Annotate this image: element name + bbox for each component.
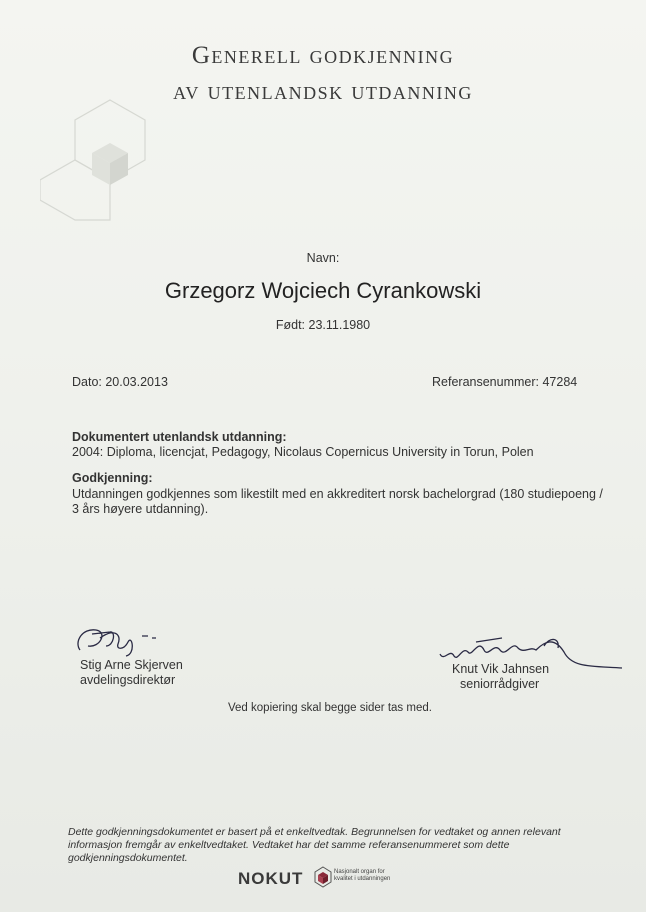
- logo-subtitle-line1: Nasjonalt organ for: [334, 869, 385, 875]
- left-signatory-name: Stig Arne Skjerven: [80, 658, 183, 672]
- education-text: 2004: Diploma, licencjat, Pedagogy, Nicolaus Copernicus University in Torun, Polen: [72, 445, 534, 459]
- name-label: Navn:: [306, 251, 340, 265]
- logo-subtitle: [334, 869, 404, 883]
- logo-subtitle-line2: kvalitet i utdanningen: [334, 876, 391, 882]
- footer-line2: informasjon fremgår av enkeltvedtaket. Vedtaket har det samme referansenummeret som dette: [68, 839, 510, 851]
- right-signatory-name: Knut Vik Jahnsen: [452, 662, 550, 676]
- nokut-logo: [238, 864, 408, 892]
- birth-date: Født: 23.11.1980: [275, 318, 371, 332]
- document-title-line1: Generell godkjenning: [191, 42, 455, 69]
- left-signatory-title: avdelingsdirektør: [80, 673, 176, 687]
- footer-line1: Dette godkjenningsdokumentet er basert på et enkeltvedtak. Begrunnelsen for vedtaket og annen relevant: [68, 826, 561, 838]
- hexagon-watermark-icon: [40, 95, 180, 225]
- right-signatory-title: seniorrådgiver: [460, 677, 540, 691]
- document-date: Dato: 20.03.2013: [72, 375, 168, 389]
- document-title-line2: av utenlandsk utdanning: [173, 78, 473, 105]
- education-heading: Dokumentert utenlandsk utdanning:: [72, 430, 287, 444]
- logo-text: NOKUT: [238, 869, 304, 888]
- candidate-name: Grzegorz Wojciech Cyrankowski: [164, 278, 482, 303]
- approval-text-line2: 3 års høyere utdanning).: [72, 502, 209, 516]
- cube-logo-icon: [314, 866, 332, 888]
- reference-number: Referansenummer: 47284: [432, 375, 578, 389]
- footer-line3: godkjenningsdokumentet.: [68, 852, 188, 864]
- copy-note: Ved kopiering skal begge sider tas med.: [228, 702, 432, 714]
- approval-text-line1: Utdanningen godkjennes som likestilt med en akkreditert norsk bachelorgrad (180 studiepoeng /: [72, 487, 603, 501]
- signature-left: [70, 620, 165, 658]
- approval-heading: Godkjenning:: [72, 471, 153, 485]
- footer-disclaimer: [68, 826, 608, 865]
